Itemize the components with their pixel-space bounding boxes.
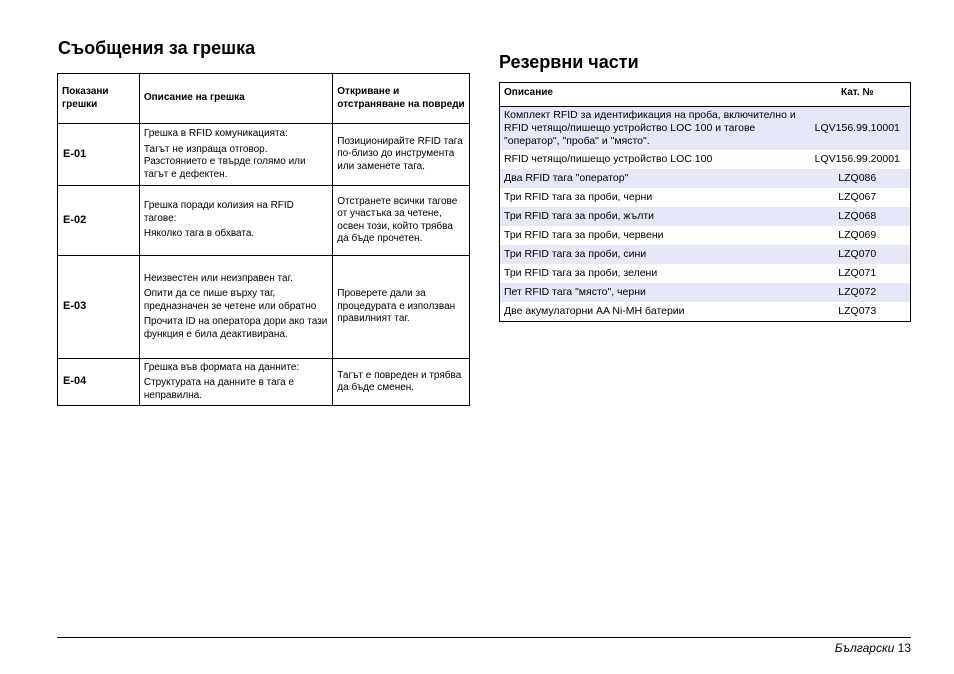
troubleshooting-text: Позиционирайте RFID тага по-близо до инструмента или заменете тага. — [333, 124, 470, 186]
footer-language: Български — [834, 641, 895, 655]
error-code: E-02 — [58, 186, 140, 256]
error-messages-title: Съобщения за грешка — [58, 38, 256, 58]
catalog-number: LZQ069 — [838, 229, 877, 242]
error-code: E-01 — [58, 124, 140, 186]
description-line: Неизвестен или неизправен таг. — [143, 272, 293, 284]
spare-parts-table — [499, 82, 911, 322]
description-line: Грешка във формата на данните: — [143, 361, 300, 373]
catalog-number: LZQ070 — [805, 245, 911, 264]
table-row — [58, 256, 470, 359]
description-line: Прочита ID на оператора дори ако тази функция е била деактивирана. — [143, 316, 328, 340]
page-footer — [835, 641, 911, 655]
error-table-header-row — [58, 74, 470, 124]
footer-divider — [57, 637, 911, 638]
table-row — [500, 245, 911, 264]
catalog-number: LZQ068 — [805, 207, 911, 226]
part-description: Две акумулаторни AA Ni-MH батерии — [504, 305, 685, 318]
table-row — [500, 283, 911, 302]
part-description: Пет RFID тага "място", черни — [500, 283, 805, 302]
header-catalog-number: Кат. № — [805, 83, 911, 107]
error-messages-table — [57, 73, 470, 406]
part-description: Три RFID тага за проби, жълти — [500, 207, 805, 226]
table-row — [500, 226, 911, 245]
header-displayed-errors: Показани грешки — [58, 74, 140, 124]
table-row — [500, 264, 911, 283]
table-row — [500, 169, 911, 188]
table-row — [500, 188, 911, 207]
catalog-number: LZQ073 — [838, 305, 877, 318]
header-error-description: Описание на грешка — [139, 74, 332, 124]
error-description — [139, 124, 332, 186]
catalog-number: LZQ067 — [838, 191, 877, 204]
description-line: Тагът не изпраща отговор. Разстоянието е твърде голямо или тагът е дефектен. — [143, 143, 306, 180]
troubleshooting-text: Отстранете всички тагове от участъка за четене, освен този, който трябва да бъде прочетен. — [333, 186, 470, 256]
error-description — [139, 186, 332, 256]
table-row — [58, 124, 470, 186]
troubleshooting-text: Тагът е повреден и трябва да бъде сменен. — [333, 359, 470, 406]
part-description: Комплект RFID за идентификация на проба, включително и RFID четящо/пишещо устройство LOC 100 и тагове "оператор", "проба" и "място". — [500, 107, 805, 151]
catalog-number: LQV156.99.10001 — [805, 107, 911, 151]
parts-table-header-row — [500, 83, 911, 107]
description-line: Грешка поради колизия на RFID тагове: — [143, 200, 294, 224]
catalog-number: LQV156.99.20001 — [814, 153, 900, 166]
part-description: Три RFID тага за проби, сини — [500, 245, 805, 264]
error-code: E-03 — [58, 256, 140, 359]
part-description: Три RFID тага за проби, червени — [504, 229, 664, 242]
error-description — [139, 359, 332, 406]
spare-parts-title: Резервни части — [499, 52, 639, 72]
part-description: Два RFID тага "оператор" — [500, 169, 805, 188]
error-code: E-04 — [58, 359, 140, 406]
header-description: Описание — [500, 83, 805, 107]
part-description: RFID четящо/пишещо устройство LOC 100 — [504, 153, 713, 166]
error-description — [139, 256, 332, 359]
part-description: Три RFID тага за проби, черни — [504, 191, 653, 204]
description-line: Няколко тага в обхвата. — [143, 228, 255, 240]
table-row — [58, 359, 470, 406]
catalog-number: LZQ086 — [805, 169, 911, 188]
catalog-number: LZQ071 — [838, 267, 877, 280]
description-line: Структурата на данните в тага е неправилна. — [143, 377, 295, 401]
page-number: 13 — [897, 641, 911, 655]
catalog-number: LZQ072 — [805, 283, 911, 302]
description-line: Грешка в RFID комуникацията: — [143, 128, 288, 139]
table-row — [500, 107, 911, 151]
header-troubleshooting: Откриване и отстраняване на повреди — [333, 74, 470, 124]
table-row — [500, 302, 911, 322]
table-row — [58, 186, 470, 256]
description-line: Опити да се пише върху таг, предназначен зе четене или обратно — [143, 288, 317, 312]
table-row — [500, 207, 911, 226]
table-row — [500, 150, 911, 169]
troubleshooting-text: Проверете дали за процедурата е използван правилният таг. — [333, 256, 470, 359]
part-description: Три RFID тага за проби, зелени — [504, 267, 658, 280]
